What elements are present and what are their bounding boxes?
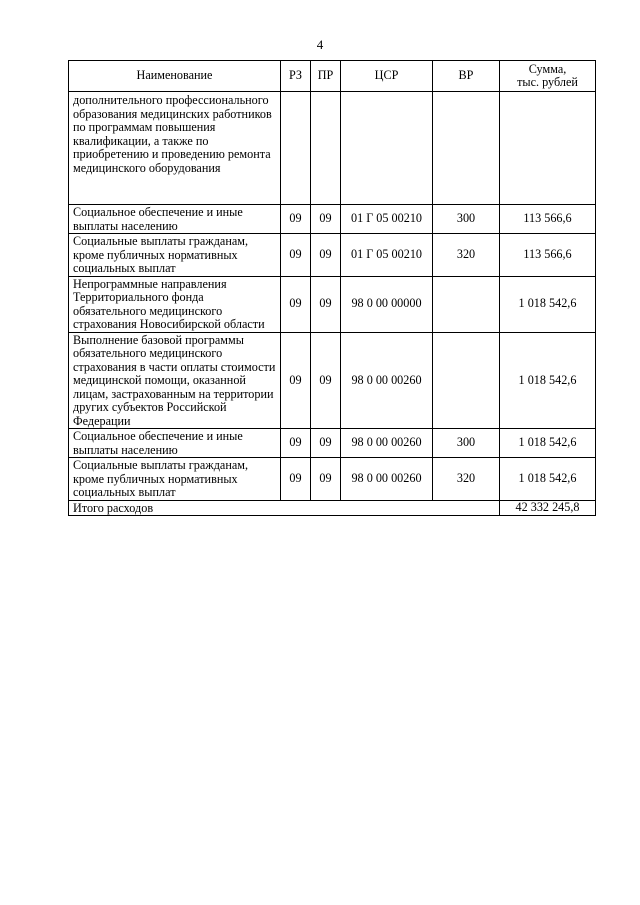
row-csr: 98 0 00 00260 — [341, 429, 433, 458]
row-name: Социальное обеспечение и иные выплаты населению — [69, 429, 281, 458]
row-csr — [341, 92, 433, 205]
row-csr: 98 0 00 00000 — [341, 276, 433, 332]
row-sum: 1 018 542,6 — [500, 276, 596, 332]
table-row — [69, 234, 596, 277]
row-vr: 300 — [433, 205, 500, 234]
row-pr — [311, 92, 341, 205]
row-vr: 320 — [433, 458, 500, 501]
row-vr: 300 — [433, 429, 500, 458]
table-row — [69, 276, 596, 332]
row-name: дополнительного профессионального образования медицинских работников по программам повышения квалификации, а также по приобретению и проведению ремонта медицинского оборудования — [69, 92, 281, 205]
row-sum: 113 566,6 — [500, 205, 596, 234]
row-pr: 09 — [311, 276, 341, 332]
row-pr: 09 — [311, 429, 341, 458]
row-rz: 09 — [281, 234, 311, 277]
row-vr — [433, 276, 500, 332]
row-rz: 09 — [281, 276, 311, 332]
row-csr: 01 Г 05 00210 — [341, 234, 433, 277]
row-rz: 09 — [281, 332, 311, 429]
row-sum — [500, 92, 596, 205]
row-rz: 09 — [281, 458, 311, 501]
table-row — [69, 92, 596, 205]
row-csr: 98 0 00 00260 — [341, 458, 433, 501]
table-header-row — [69, 61, 596, 92]
budget-table — [68, 60, 596, 516]
row-pr: 09 — [311, 332, 341, 429]
table-row — [69, 458, 596, 501]
row-vr — [433, 332, 500, 429]
header-sum-line2: тыс. рублей — [517, 75, 578, 89]
table-row — [69, 429, 596, 458]
header-name: Наименование — [69, 61, 281, 92]
header-rz: РЗ — [281, 61, 311, 92]
row-vr: 320 — [433, 234, 500, 277]
total-label: Итого расходов — [69, 500, 500, 516]
header-pr: ПР — [311, 61, 341, 92]
row-name: Непрограммные направления Территориального фонда обязательного медицинского страхования Новосибирской области — [69, 276, 281, 332]
row-pr: 09 — [311, 234, 341, 277]
row-rz: 09 — [281, 429, 311, 458]
row-pr: 09 — [311, 205, 341, 234]
header-csr: ЦСР — [341, 61, 433, 92]
table-row — [69, 205, 596, 234]
total-row — [69, 500, 596, 516]
row-name: Социальные выплаты гражданам, кроме публичных нормативных социальных выплат — [69, 234, 281, 277]
row-csr: 98 0 00 00260 — [341, 332, 433, 429]
row-name: Социальное обеспечение и иные выплаты населению — [69, 205, 281, 234]
page-number: 4 — [316, 37, 324, 52]
row-pr: 09 — [311, 458, 341, 501]
header-vr: ВР — [433, 61, 500, 92]
row-sum: 113 566,6 — [500, 234, 596, 277]
row-sum: 1 018 542,6 — [500, 332, 596, 429]
row-vr — [433, 92, 500, 205]
row-rz: 09 — [281, 205, 311, 234]
row-rz — [281, 92, 311, 205]
header-sum — [500, 61, 596, 92]
row-name: Социальные выплаты гражданам, кроме публичных нормативных социальных выплат — [69, 458, 281, 501]
row-sum: 1 018 542,6 — [500, 458, 596, 501]
table-row — [69, 332, 596, 429]
row-csr: 01 Г 05 00210 — [341, 205, 433, 234]
header-sum-line1: Сумма, — [528, 61, 567, 76]
row-name: Выполнение базовой программы обязательного медицинского страхования в части оплаты стоимости медицинской помощи, оказанной лицам, застрахованным на территории других субъектов Российской Федерации — [69, 332, 281, 429]
total-sum: 42 332 245,8 — [500, 500, 596, 516]
row-sum: 1 018 542,6 — [500, 429, 596, 458]
